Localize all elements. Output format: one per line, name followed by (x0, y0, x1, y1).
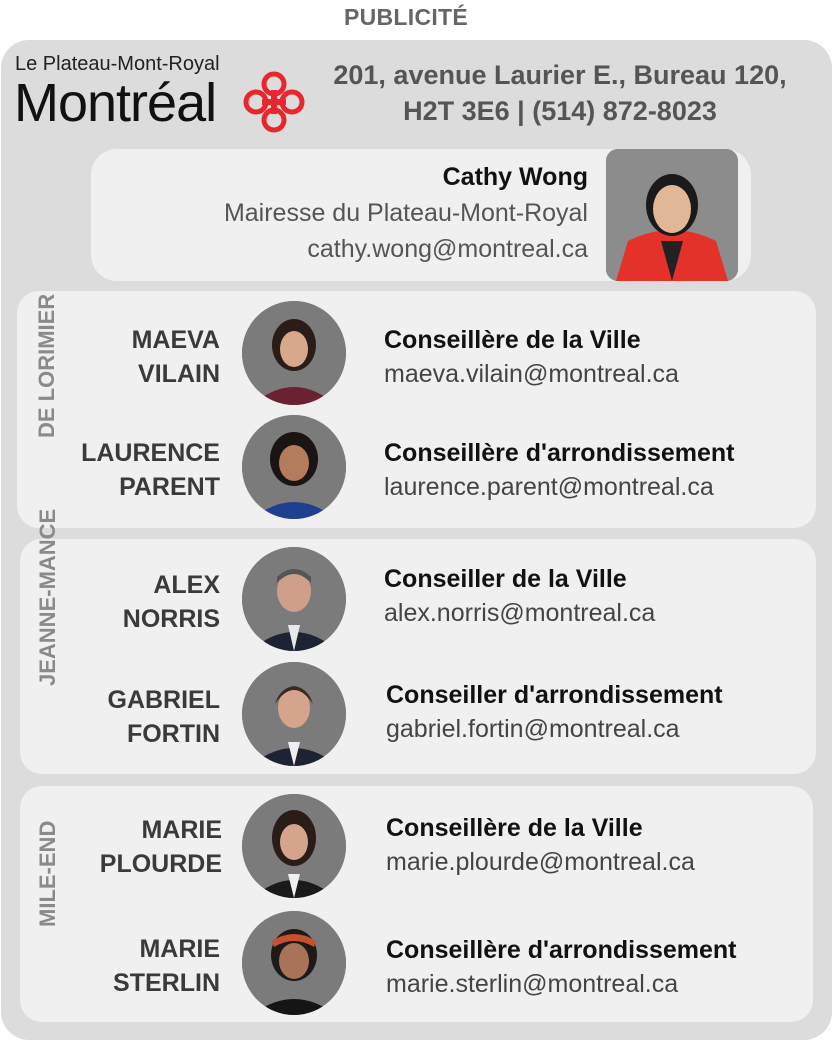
councillor-name: GABRIEL FORTIN (107, 686, 220, 748)
avatar (242, 794, 346, 898)
councillor-email: maeva.vilain@montreal.ca (384, 360, 679, 388)
councillor-email: laurence.parent@montreal.ca (384, 473, 714, 501)
councillor-name: LAURENCE PARENT (81, 439, 220, 501)
district-label (27, 398, 67, 438)
montreal-rosette-icon (242, 70, 306, 134)
councillor-name: ALEX NORRIS (122, 571, 220, 633)
avatar (242, 415, 346, 519)
councillor-email: marie.sterlin@montreal.ca (386, 970, 679, 998)
mayor-photo (606, 149, 738, 281)
councillor-role: Conseillère de la Ville (384, 326, 641, 354)
avatar (242, 547, 346, 651)
mayor-info (95, 159, 588, 267)
ad-label: PUBLICITÉ (343, 4, 469, 30)
office-address (310, 57, 810, 129)
borough-name: Le Plateau-Mont-Royal (15, 53, 220, 75)
councillor-email: alex.norris@montreal.ca (384, 599, 656, 627)
councillor-email: marie.plourde@montreal.ca (386, 848, 695, 876)
mayor-name: Cathy Wong (442, 163, 588, 191)
councillor-role: Conseiller d'arrondissement (386, 681, 723, 709)
avatar (242, 662, 346, 766)
mayor-title: Mairesse du Plateau-Mont-Royal (223, 199, 588, 227)
district-label (28, 646, 68, 686)
councillor-role: Conseillère de la Ville (386, 814, 643, 842)
councillor-role: Conseillère d'arrondissement (386, 936, 737, 964)
city-wordmark: Montréal (14, 73, 217, 133)
councillor-name: MARIE STERLIN (113, 935, 220, 997)
councillor-role: Conseillère d'arrondissement (384, 439, 735, 467)
councillor-email: gabriel.fortin@montreal.ca (386, 715, 680, 743)
address-line-1: 201, avenue Laurier E., Bureau 120, (333, 60, 787, 90)
address-line-2: H2T 3E6 | (514) 872-8023 (403, 96, 717, 126)
councillor-name: MARIE PLOURDE (99, 816, 222, 878)
avatar (242, 301, 346, 405)
mayor-email: cathy.wong@montreal.ca (307, 235, 588, 263)
district-label (28, 887, 68, 927)
avatar (242, 911, 346, 1015)
councillor-role: Conseiller de la Ville (384, 565, 627, 593)
councillor-name: MAEVA VILAIN (131, 326, 220, 388)
